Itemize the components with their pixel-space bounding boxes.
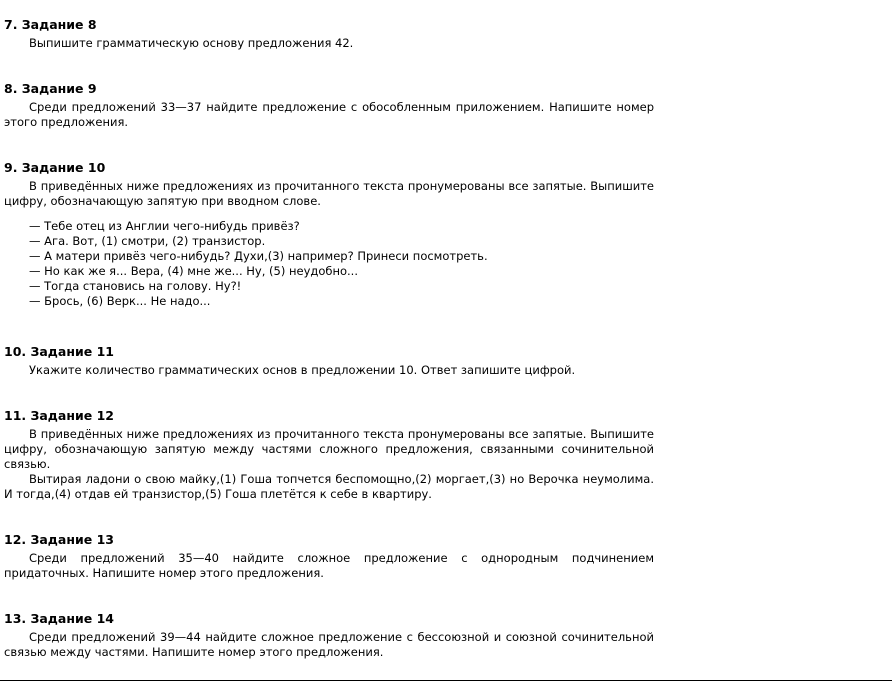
paragraph: Среди предложений 39—44 найдите сложное предложение с бессоюзной и союзной сочинительной связью между частями. Напишите номер этого предложения.	[4, 630, 654, 659]
dialog-line: — Но как же я... Вера, (4) мне же... Ну, (5) неудобно...	[29, 264, 358, 278]
task-text	[4, 363, 654, 378]
task-title: 7. Задание 8	[4, 17, 97, 32]
task-title: 13. Задание 14	[4, 611, 114, 626]
task-title: 12. Задание 13	[4, 532, 114, 547]
dialog-line: — Брось, (6) Верк... Не надо...	[29, 294, 211, 308]
paragraph: В приведённых ниже предложениях из прочитанного текста пронумерованы все запятые. Выпишите цифру, обозначающую запятую при вводном слове.	[4, 179, 654, 208]
task-11	[4, 344, 654, 378]
task-9	[4, 81, 654, 130]
paragraph: Укажите количество грамматических основ в предложении 10. Ответ запишите цифрой.	[29, 363, 576, 377]
dialog-line: — Тебе отец из Англии чего-нибудь привёз?	[29, 219, 300, 233]
paragraph: Среди предложений 33—37 найдите предложение с обособленным приложением. Напишите номер этого предложения.	[4, 100, 654, 129]
task-text	[4, 179, 654, 209]
task-text	[4, 427, 654, 502]
paragraph: Выпишите грамматическую основу предложения 42.	[29, 36, 354, 50]
paragraph: Вытирая ладони о свою майку,(1) Гоша топчется беспомощно,(2) моргает,(3) но Верочка неумолима. И тогда,(4) отдав ей транзистор,(5) Гоша плетётся к себе в квартиру.	[4, 472, 654, 501]
task-text	[4, 36, 654, 51]
task-title: 10. Задание 11	[4, 344, 114, 359]
dialog-line: — А матери привёз чего-нибудь? Духи,(3) например? Принеси посмотреть.	[29, 249, 488, 263]
task-title: 11. Задание 12	[4, 408, 114, 423]
task-title: 9. Задание 10	[4, 160, 106, 175]
task-title: 8. Задание 9	[4, 81, 97, 96]
paragraph: В приведённых ниже предложениях из прочитанного текста пронумерованы все запятые. Выпишите цифру, обозначающую запятую между частями сложного предложения, связанными сочинительной связью.	[4, 427, 654, 471]
task-10	[4, 160, 654, 309]
dialog-excerpt	[4, 219, 654, 309]
task-12	[4, 408, 654, 502]
task-text	[4, 100, 654, 130]
dialog-line: — Тогда становись на голову. Ну?!	[29, 279, 242, 293]
bottom-divider	[0, 680, 892, 681]
task-text	[4, 551, 654, 581]
task-text	[4, 630, 654, 660]
paragraph: Среди предложений 35—40 найдите сложное предложение с однородным подчинением придаточных. Напишите номер этого предложения.	[4, 551, 654, 580]
task-8	[4, 17, 654, 51]
task-14	[4, 611, 654, 660]
dialog-line: — Ага. Вот, (1) смотри, (2) транзистор.	[29, 234, 266, 248]
task-13	[4, 532, 654, 581]
